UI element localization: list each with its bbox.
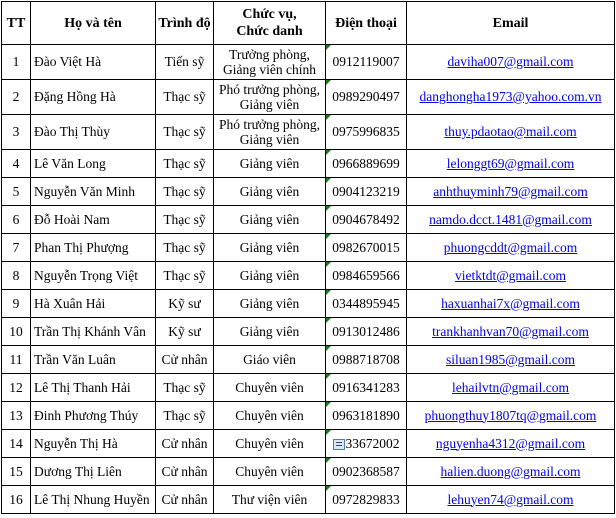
- staff-title: [214, 150, 326, 178]
- staff-title: [214, 374, 326, 402]
- email-link[interactable]: thuy.pdaotao@mail.com: [444, 124, 577, 139]
- row-number: 15: [2, 458, 31, 486]
- staff-title: [214, 486, 326, 514]
- staff-phone: [326, 486, 407, 514]
- row-number: 8: [2, 262, 31, 290]
- table-row: [2, 80, 615, 115]
- staff-phone: [326, 262, 407, 290]
- staff-title-line1: Giáo viên: [243, 352, 296, 367]
- staff-name: Đặng Hồng Hà: [31, 80, 156, 115]
- header-phone: Điện thoại: [326, 2, 407, 45]
- staff-degree: Thạc sỹ: [156, 402, 214, 430]
- table-row: [2, 115, 615, 150]
- staff-name: Lê Thị Thanh Hải: [31, 374, 156, 402]
- staff-email: [407, 374, 615, 402]
- staff-email: [407, 80, 615, 115]
- staff-name: Lê Văn Long: [31, 150, 156, 178]
- staff-title-line1: Giảng viên: [239, 184, 300, 199]
- staff-phone-number: 0975996835: [332, 124, 400, 139]
- staff-phone: [326, 115, 407, 150]
- staff-phone-number: 33672002: [345, 435, 400, 451]
- staff-phone-number: 0902368587: [332, 463, 400, 479]
- staff-email: [407, 290, 615, 318]
- table-row: [2, 458, 615, 486]
- staff-phone-number: 0972829833: [332, 491, 400, 507]
- staff-title: [214, 115, 326, 150]
- staff-title-line1: Phó trưởng phòng,: [218, 82, 321, 97]
- row-number: 9: [2, 290, 31, 318]
- email-link[interactable]: trankhanhvan70@gmail.com: [432, 323, 589, 339]
- staff-title: [214, 290, 326, 318]
- staff-phone: [326, 458, 407, 486]
- staff-phone-number: 0912119007: [332, 54, 400, 69]
- staff-email: [407, 206, 615, 234]
- staff-title: [214, 262, 326, 290]
- table-row: [2, 486, 615, 514]
- row-number: 14: [2, 430, 31, 458]
- staff-email: [407, 430, 615, 458]
- staff-degree: Thạc sỹ: [156, 80, 214, 115]
- staff-phone: [326, 290, 407, 318]
- row-number: 12: [2, 374, 31, 402]
- staff-degree: Cử nhân: [156, 486, 214, 514]
- staff-phone: [326, 346, 407, 374]
- staff-degree: Thạc sỹ: [156, 374, 214, 402]
- staff-email: [407, 486, 615, 514]
- row-number: 11: [2, 346, 31, 374]
- staff-title: [214, 458, 326, 486]
- staff-title-line1: Chuyên viên: [235, 380, 304, 395]
- staff-phone-number: 0989290497: [332, 89, 400, 104]
- staff-degree: Cử nhân: [156, 430, 214, 458]
- staff-degree: Thạc sỹ: [156, 234, 214, 262]
- header-title-line2: Chức danh: [236, 24, 303, 39]
- header-row: [2, 2, 615, 45]
- row-number: 4: [2, 150, 31, 178]
- staff-name: Đào Thị Thùy: [31, 115, 156, 150]
- staff-phone-number: 0913012486: [332, 323, 400, 339]
- email-link[interactable]: lelonggt69@gmail.com: [446, 155, 575, 171]
- email-link[interactable]: anhthuyminh79@gmail.com: [433, 183, 588, 199]
- table-row: [2, 45, 615, 80]
- staff-phone: [326, 150, 407, 178]
- table-row: [2, 206, 615, 234]
- staff-title-line1: Trưởng phòng,: [229, 47, 310, 62]
- staff-title-line1: Giảng viên: [239, 268, 300, 283]
- email-link[interactable]: halien.duong@gmail.com: [440, 463, 581, 479]
- staff-degree: Thạc sỹ: [156, 115, 214, 150]
- staff-title: [214, 45, 326, 80]
- staff-title: [214, 430, 326, 458]
- row-number: 7: [2, 234, 31, 262]
- staff-degree: Thạc sỹ: [156, 206, 214, 234]
- staff-degree: Kỹ sư: [156, 290, 214, 318]
- staff-phone-number: 0982670015: [332, 239, 400, 255]
- header-title-line1: Chức vụ,: [242, 7, 297, 22]
- staff-email: [407, 318, 615, 346]
- staff-phone: [326, 318, 407, 346]
- staff-title-line1: Giảng viên: [239, 324, 300, 339]
- email-link[interactable]: lehailvtn@gmail.com: [451, 379, 570, 395]
- staff-title: [214, 234, 326, 262]
- table-row: [2, 346, 615, 374]
- staff-email: [407, 45, 615, 80]
- staff-title-line1: Giảng viên: [239, 212, 300, 227]
- staff-degree: Thạc sỹ: [156, 150, 214, 178]
- staff-email: [407, 178, 615, 206]
- row-number: 2: [2, 80, 31, 115]
- staff-name: Trần Văn Luân: [31, 346, 156, 374]
- staff-name: Dương Thị Liên: [31, 458, 156, 486]
- staff-degree: Kỹ sư: [156, 318, 214, 346]
- table-row: [2, 402, 615, 430]
- staff-phone: [326, 206, 407, 234]
- staff-name: Nguyễn Trọng Việt: [31, 262, 156, 290]
- staff-title-line1: Giảng viên: [239, 156, 300, 171]
- staff-title: [214, 318, 326, 346]
- header-title: [214, 2, 326, 45]
- staff-name: Lê Thị Nhung Huyền: [31, 486, 156, 514]
- staff-degree: Thạc sỹ: [156, 178, 214, 206]
- staff-phone: [326, 402, 407, 430]
- staff-email: [407, 234, 615, 262]
- comment-icon[interactable]: [333, 439, 345, 450]
- row-number: 13: [2, 402, 31, 430]
- staff-phone-number: 0904123219: [332, 183, 400, 199]
- email-link[interactable]: namdo.dcct.1481@gmail.com: [429, 211, 592, 227]
- staff-phone-number: 0904678492: [332, 211, 400, 227]
- staff-phone: [326, 80, 407, 115]
- staff-phone-number: 0966889699: [332, 155, 400, 171]
- table-row: [2, 150, 615, 178]
- staff-phone-number: 0984659566: [332, 267, 400, 283]
- staff-name: Đỗ Hoài Nam: [31, 206, 156, 234]
- header-name: Họ và tên: [31, 2, 156, 45]
- staff-title-line2: Giảng viên: [239, 97, 300, 112]
- staff-title: [214, 178, 326, 206]
- header-degree: Trình độ: [156, 2, 214, 45]
- staff-degree: Cử nhân: [156, 346, 214, 374]
- email-link[interactable]: danghongha1973@yahoo.com.vn: [419, 89, 602, 104]
- staff-phone: [326, 430, 407, 458]
- staff-title-line1: Thư viện viên: [231, 492, 308, 507]
- staff-title-line1: Giảng viên: [239, 240, 300, 255]
- staff-title-line1: Chuyên viên: [235, 436, 304, 451]
- staff-degree: Cử nhân: [156, 458, 214, 486]
- staff-title: [214, 206, 326, 234]
- row-number: 1: [2, 45, 31, 80]
- staff-name: Nguyễn Văn Minh: [31, 178, 156, 206]
- row-number: 10: [2, 318, 31, 346]
- email-link[interactable]: haxuanhai7x@gmail.com: [441, 295, 580, 311]
- staff-name: Đinh Phương Thúy: [31, 402, 156, 430]
- row-number: 3: [2, 115, 31, 150]
- email-link[interactable]: phuongcddt@gmail.com: [443, 239, 578, 255]
- table-body: [2, 45, 615, 514]
- staff-name: Đào Việt Hà: [31, 45, 156, 80]
- email-link[interactable]: daviha007@gmail.com: [447, 54, 574, 69]
- header-email: Email: [407, 2, 615, 45]
- staff-email: [407, 262, 615, 290]
- staff-title-line1: Chuyên viên: [235, 408, 304, 423]
- email-link[interactable]: phuongthuy1807tq@gmail.com: [424, 407, 597, 423]
- staff-email: [407, 346, 615, 374]
- table-row: [2, 430, 615, 458]
- row-number: 5: [2, 178, 31, 206]
- email-link[interactable]: lehuyen74@gmail.com: [447, 491, 574, 507]
- staff-phone-number: 0916341283: [332, 379, 400, 395]
- staff-name: Phan Thị Phượng: [31, 234, 156, 262]
- staff-phone-number: 0988718708: [332, 351, 400, 367]
- staff-email: [407, 150, 615, 178]
- staff-email: [407, 458, 615, 486]
- staff-email: [407, 115, 615, 150]
- staff-name: Hà Xuân Hải: [31, 290, 156, 318]
- email-link[interactable]: nguyenha4312@gmail.com: [435, 435, 586, 451]
- staff-title-line1: Giảng viên: [239, 296, 300, 311]
- staff-phone: [326, 374, 407, 402]
- staff-phone: [326, 178, 407, 206]
- staff-email: [407, 402, 615, 430]
- header-tt: TT: [2, 2, 31, 45]
- staff-title: [214, 346, 326, 374]
- staff-title: [214, 402, 326, 430]
- email-link[interactable]: vietktdt@gmail.com: [454, 267, 567, 283]
- table-row: [2, 374, 615, 402]
- staff-phone: [326, 234, 407, 262]
- staff-phone-number: 0344895945: [332, 295, 400, 311]
- row-number: 16: [2, 486, 31, 514]
- staff-title-line1: Phó trưởng phòng,: [218, 117, 321, 132]
- table-row: [2, 262, 615, 290]
- staff-name: Trần Thị Khánh Vân: [31, 318, 156, 346]
- staff-phone-number: 0963181890: [332, 407, 400, 423]
- staff-title-line2: Giảng viên chính: [223, 62, 316, 77]
- table-row: [2, 178, 615, 206]
- email-link[interactable]: siluan1985@gmail.com: [445, 351, 576, 367]
- staff-degree: Thạc sỹ: [156, 262, 214, 290]
- staff-phone: [326, 45, 407, 80]
- staff-name: Nguyễn Thị Hà: [31, 430, 156, 458]
- staff-degree: Tiến sỹ: [156, 45, 214, 80]
- table-row: [2, 234, 615, 262]
- staff-title: [214, 80, 326, 115]
- staff-contact-table: [1, 1, 615, 514]
- table-row: [2, 290, 615, 318]
- staff-title-line2: Giảng viên: [239, 132, 300, 147]
- row-number: 6: [2, 206, 31, 234]
- table-row: [2, 318, 615, 346]
- staff-title-line1: Chuyên viên: [235, 464, 304, 479]
